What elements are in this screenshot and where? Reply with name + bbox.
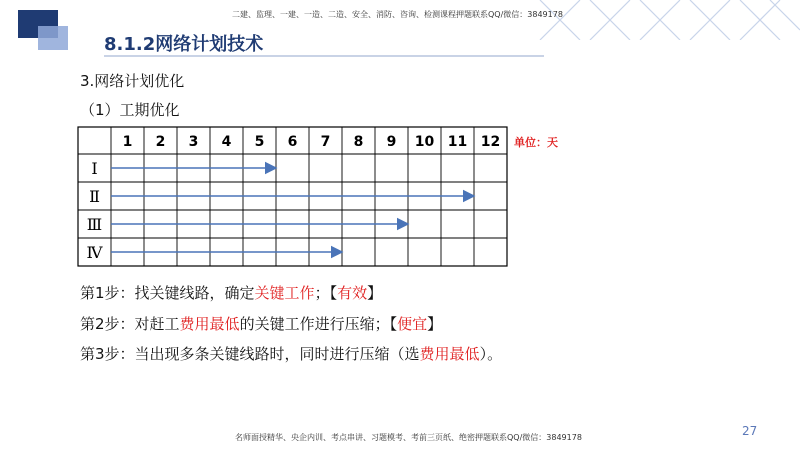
page-number: 27: [742, 424, 758, 438]
highlight-text: 有效: [337, 284, 368, 302]
unit-label: 单位：天: [514, 136, 558, 149]
footer-note: 名师面授精华、央企内训、考点串讲、习题模考、考前三页纸、绝密押题联系QQ/微信：3849178: [235, 433, 582, 442]
step-text: 】: [427, 315, 443, 333]
row-label: Ⅳ: [86, 243, 103, 262]
row-label: Ⅰ: [91, 159, 98, 178]
day-header: 9: [386, 134, 397, 150]
day-header: 4: [221, 134, 232, 150]
day-header: 2: [155, 134, 166, 150]
step-3: [80, 343, 502, 364]
step-text: 的关键工作进行压缩；【: [239, 315, 398, 333]
section-subheading: （1）工期优化: [80, 101, 180, 119]
highlight-text: 费用最低: [419, 345, 480, 363]
day-header: 11: [447, 134, 468, 150]
day-header: 12: [480, 134, 501, 150]
header-note: 二建、监理、一建、一造、二造、安全、消防、咨询、检测课程押题联系QQ/微信：3849178: [232, 10, 563, 19]
step-text: ）。: [479, 345, 503, 363]
step-2: [80, 313, 442, 334]
day-header: 7: [320, 134, 331, 150]
section-heading: 3.网络计划优化: [80, 72, 185, 90]
step-1: [80, 282, 382, 303]
highlight-text: 费用最低: [179, 315, 240, 333]
page-title: 8.1.2网络计划技术: [104, 34, 264, 55]
step-text: 第1步：找关键线路，确定: [80, 284, 255, 302]
step-text: ；【: [314, 284, 338, 302]
day-header: 3: [188, 134, 199, 150]
row-label: Ⅲ: [86, 215, 103, 234]
step-text: 】: [367, 284, 383, 302]
day-header: 6: [287, 134, 298, 150]
row-label: Ⅱ: [89, 187, 100, 206]
day-header: 5: [254, 134, 265, 150]
day-header: 10: [414, 134, 435, 150]
day-header: 1: [122, 134, 133, 150]
highlight-text: 便宜: [397, 315, 428, 333]
day-header: 8: [353, 134, 364, 150]
step-text: 第2步：对赶工: [80, 315, 180, 333]
step-text: 第3步：当出现多条关键线路时，同时进行压缩（选: [80, 345, 420, 363]
highlight-text: 关键工作: [254, 284, 315, 302]
